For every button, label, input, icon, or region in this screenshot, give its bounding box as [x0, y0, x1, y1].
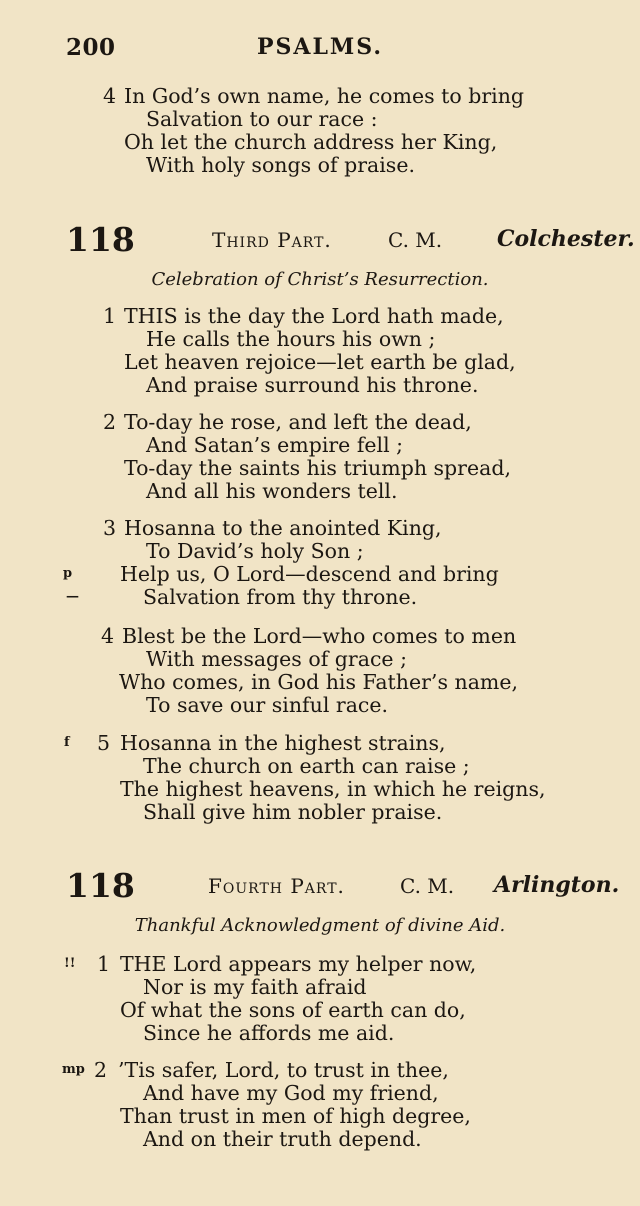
verse-line: THIS is the day the Lord hath made,	[124, 304, 504, 328]
part-label: Third Part.	[212, 228, 332, 252]
verse-line: Salvation from thy throne.	[143, 585, 418, 609]
verse-line: Of what the sons of earth can do,	[120, 998, 466, 1022]
verse-line: Hosanna in the highest strains,	[120, 731, 446, 755]
tune-name: Arlington.	[494, 872, 620, 898]
verse-line: The highest heavens, in which he reigns,	[120, 777, 546, 801]
dynamic-mark: p	[63, 566, 73, 581]
verse-line: Hosanna to the anointed King,	[124, 516, 442, 540]
stanza-number: 1	[97, 952, 111, 976]
verse-line: And all his wonders tell.	[146, 479, 398, 503]
verse-line: To-day the saints his triumph spread,	[124, 456, 511, 480]
hymn-number: 118	[66, 866, 135, 905]
stanza-number: 2	[103, 410, 117, 434]
verse-line: Oh let the church address her King,	[124, 130, 498, 154]
verse-line: To save our sinful race.	[146, 693, 389, 717]
hymn-heading	[0, 866, 640, 906]
verse-line: Than trust in men of high degree,	[120, 1104, 471, 1128]
dynamic-mark: !!	[64, 956, 76, 971]
verse-line: With holy songs of praise.	[146, 153, 415, 177]
verse-line: Let heaven rejoice—let earth be glad,	[124, 350, 516, 374]
verse-line: Shall give him nobler praise.	[143, 800, 443, 824]
stanza-number: 5	[97, 731, 111, 755]
meter-label: C. M.	[388, 228, 443, 252]
meter-label: C. M.	[400, 874, 455, 898]
stanza-number: 4	[103, 84, 117, 108]
verse-line: Help us, O Lord—descend and bring	[120, 562, 499, 586]
dynamic-mark: mp	[62, 1062, 85, 1077]
dynamic-mark: f	[64, 735, 70, 750]
verse-line: Blest be the Lord—who comes to men	[122, 624, 517, 648]
verse-line: He calls the hours his own ;	[146, 327, 436, 351]
verse-line: And on their truth depend.	[143, 1127, 422, 1151]
hymn-heading	[0, 220, 640, 260]
verse-line: To-day he rose, and left the dead,	[124, 410, 472, 434]
verse-line: ’Tis safer, Lord, to trust in thee,	[118, 1058, 449, 1082]
verse-line: Salvation to our race :	[146, 107, 378, 131]
stanza-number: 4	[101, 624, 115, 648]
page-number: 200	[66, 34, 116, 61]
hymn-subtitle: Thankful Acknowledgment of divine Aid.	[134, 915, 506, 936]
stanza-number: 1	[103, 304, 117, 328]
verse-line: And praise surround his throne.	[146, 373, 479, 397]
verse-line: Since he affords me aid.	[143, 1021, 395, 1045]
verse-line: Who comes, in God his Father’s name,	[119, 670, 518, 694]
page-header	[0, 34, 640, 66]
verse-line: With messages of grace ;	[146, 647, 407, 671]
verse-line: Nor is my faith afraid	[143, 975, 367, 999]
stanza-number: 3	[103, 516, 117, 540]
verse-line: And have my God my friend,	[143, 1081, 439, 1105]
page-title: PSALMS.	[256, 34, 384, 60]
verse-line: In God’s own name, he comes to bring	[124, 84, 525, 108]
hymn-number: 118	[66, 220, 135, 259]
verse-line: THE Lord appears my helper now,	[120, 952, 477, 976]
dynamic-mark: —	[66, 589, 79, 604]
verse-line: And Satan’s empire fell ;	[146, 433, 404, 457]
tune-name: Colchester.	[497, 226, 635, 252]
hymn-subtitle: Celebration of Christ’s Resurrection.	[151, 269, 489, 290]
verse-line: The church on earth can raise ;	[143, 754, 470, 778]
verse-line: To David’s holy Son ;	[146, 539, 364, 563]
part-label: Fourth Part.	[208, 874, 345, 898]
stanza-number: 2	[94, 1058, 108, 1082]
